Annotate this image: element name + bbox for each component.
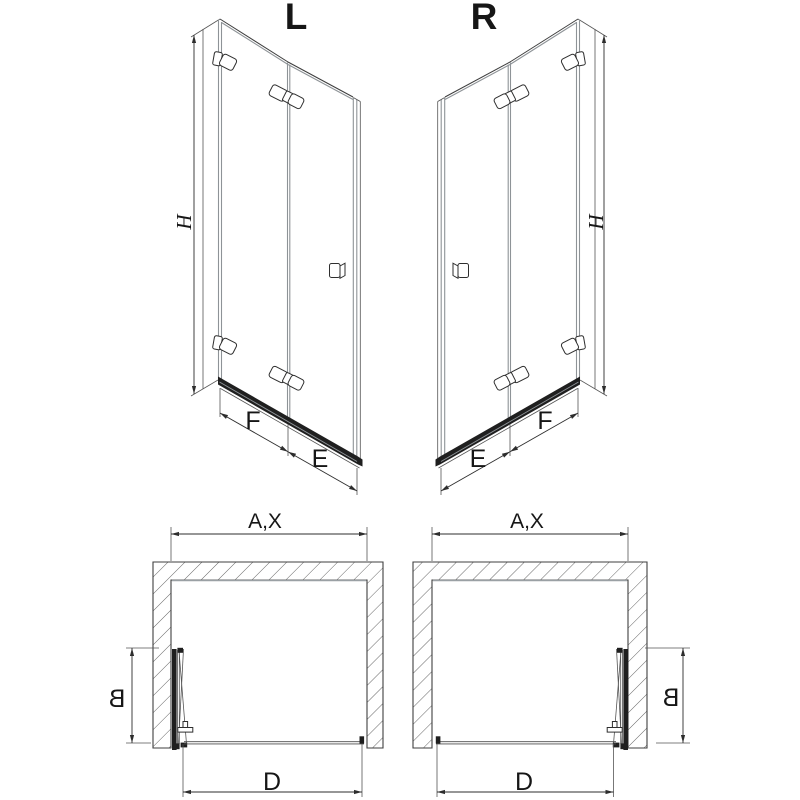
walls-hatched [413, 562, 647, 748]
opening-width-label: A,X [510, 510, 544, 533]
folded-door-plan [607, 648, 628, 750]
folded-door-plan [172, 648, 193, 750]
clear-width-label: D [262, 768, 282, 796]
threshold-track-plan [436, 736, 616, 744]
walls-hatched [153, 562, 383, 748]
fold-depth-label: B [108, 685, 126, 713]
panel-width-label-e: E [311, 445, 329, 473]
height-dim-label: H [584, 214, 608, 230]
variant-label-right: R [470, 0, 498, 37]
elevation-left-variant [172, 0, 363, 495]
clear-width-label: D [514, 768, 534, 796]
opening-width-dimension [171, 510, 367, 561]
panel-width-label-e: E [469, 445, 487, 473]
fold-depth-label: B [662, 684, 680, 712]
clear-width-dimension [183, 744, 362, 797]
fold-depth-dimension [645, 648, 690, 743]
panel-width-label-f: F [245, 407, 261, 435]
clear-width-dimension [437, 744, 614, 797]
height-dim-label: H [172, 214, 196, 230]
panel-width-label-f: F [537, 407, 553, 435]
plan-view-right [413, 510, 690, 797]
opening-width-dimension [432, 510, 628, 561]
fold-depth-dimension [109, 648, 159, 743]
variant-label-left: L [284, 0, 308, 37]
elevation-right-variant [436, 0, 609, 495]
plan-view-left [109, 510, 383, 797]
opening-width-label: A,X [248, 510, 282, 533]
elevation-right-geometry [436, 19, 608, 495]
threshold-track-plan [184, 736, 364, 744]
